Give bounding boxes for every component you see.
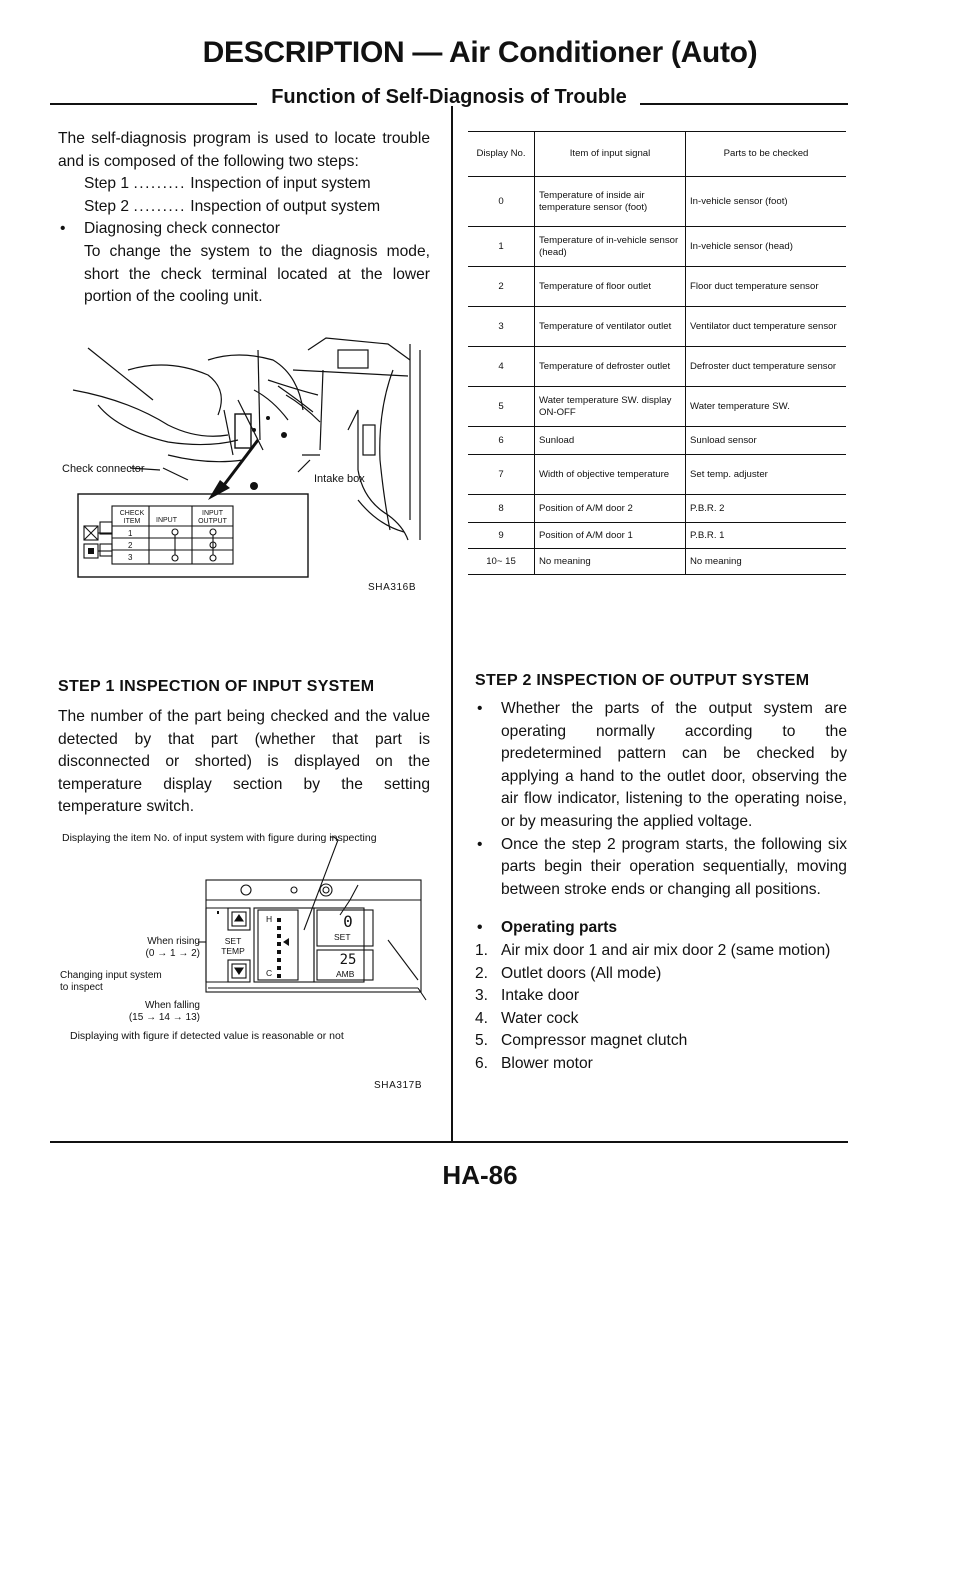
cell-parts: In-vehicle sensor (foot) xyxy=(686,177,847,227)
cell-no: 0 xyxy=(468,177,535,227)
table-row xyxy=(468,177,846,227)
cell-parts: In-vehicle sensor (head) xyxy=(686,227,847,267)
cell-parts: No meaning xyxy=(686,549,847,575)
bullet-check-connector-text xyxy=(58,241,430,309)
operating-parts-heading xyxy=(475,917,847,940)
page-number: HA-86 xyxy=(442,1160,518,1190)
list-number: 1. xyxy=(475,941,489,959)
cell-no: 1 xyxy=(468,227,535,267)
bullet-dot: • xyxy=(477,700,483,717)
figure-check-connector xyxy=(58,330,430,595)
list-number: 6. xyxy=(475,1054,489,1072)
input-header: INPUT xyxy=(156,517,177,524)
cell-no: 10~ 15 xyxy=(468,549,535,575)
cell-item: Temperature of ventilator outlet xyxy=(535,307,686,347)
changing-text: Changing input system xyxy=(60,970,162,981)
table-row xyxy=(468,427,846,455)
display-illustration xyxy=(58,830,430,1100)
table-header-row xyxy=(468,132,846,177)
list-text: Air mix door 1 and air mix door 2 (same motion) xyxy=(501,941,831,959)
bullet-text: Whether the parts of the output system are operating normally according to the predetermined pattern can be checked by applying a hand to the outlet door, observing the air flow indicator, listening to the operating noise, or by measuring the applied voltage. xyxy=(501,700,847,830)
step1-section xyxy=(58,678,430,819)
table-row xyxy=(468,387,846,427)
header-display-no: Display No. xyxy=(468,132,535,177)
falling-sequence: (15 → 14 → 13) xyxy=(128,1012,200,1023)
table-row xyxy=(468,455,846,495)
bullet-text: Once the step 2 program starts, the following six parts begin their operation sequentially, moving between stroke ends or changing all positions. xyxy=(501,835,847,898)
header-parts: Parts to be checked xyxy=(686,132,847,177)
bullet-dot: • xyxy=(60,220,66,238)
step-dots: ......... xyxy=(133,197,186,215)
list-number: 2. xyxy=(475,964,489,982)
row-2-label: 2 xyxy=(128,541,133,550)
page-title: DESCRIPTION — Air Conditioner (Auto) xyxy=(202,36,758,69)
header-item: Item of input signal xyxy=(535,132,686,177)
step1-heading: STEP 1 INSPECTION OF INPUT SYSTEM xyxy=(58,678,375,695)
list-text: Blower motor xyxy=(501,1054,593,1072)
step1-paragraph: The number of the part being checked and the value detected by that part (whether that part is disconnected or shorted) is displayed on the temperature display section by the setting temperature switch. xyxy=(58,708,430,816)
h-label: H xyxy=(266,914,273,924)
list-number: 3. xyxy=(475,987,489,1005)
cell-item: Position of A/M door 1 xyxy=(535,523,686,549)
cell-item: Water temperature SW. display ON-OFF xyxy=(535,387,686,427)
step-text: Inspection of output system xyxy=(190,197,381,215)
cell-parts: Sunload sensor xyxy=(686,427,847,455)
table-row xyxy=(468,347,846,387)
bullet-text: To change the system to the diagnosis mode, short the check terminal located at the lower portion of the cooling unit. xyxy=(84,242,430,306)
row-3-label: 3 xyxy=(128,553,133,562)
table-row xyxy=(468,523,846,549)
list-text: Outlet doors (All mode) xyxy=(501,964,662,982)
c-label: C xyxy=(266,968,273,978)
cell-item: Temperature of in-vehicle sensor (head) xyxy=(535,227,686,267)
amb-label: AMB xyxy=(336,969,355,979)
bottom-rule xyxy=(50,1141,848,1143)
intro-section xyxy=(58,128,430,309)
cell-item: Temperature of defroster outlet xyxy=(535,347,686,387)
cell-item: Position of A/M door 2 xyxy=(535,495,686,523)
cell-no: 2 xyxy=(468,267,535,307)
table-row xyxy=(468,267,846,307)
cell-no: 3 xyxy=(468,307,535,347)
list-number: 5. xyxy=(475,1032,489,1050)
subtitle-row xyxy=(50,86,848,116)
figure-code: SHA317B xyxy=(374,1080,423,1091)
cell-parts: Water temperature SW. xyxy=(686,387,847,427)
list-text: Intake door xyxy=(501,987,580,1005)
cell-parts: P.B.R. 2 xyxy=(686,495,847,523)
column-divider xyxy=(451,106,453,1142)
bullet-check-connector xyxy=(58,218,430,241)
cell-item: Width of objective temperature xyxy=(535,455,686,495)
bottom-caption: Displaying with figure if detected value is reasonable or not xyxy=(70,1030,344,1042)
step-text: Inspection of input system xyxy=(190,175,371,193)
bullet-dot: • xyxy=(477,835,483,853)
check-connector-label: Check connector xyxy=(62,463,145,475)
cell-item: No meaning xyxy=(535,549,686,575)
parts-title: Operating parts xyxy=(501,919,618,937)
list-item xyxy=(475,1053,847,1076)
list-item xyxy=(475,1030,847,1053)
cell-no: 7 xyxy=(468,455,535,495)
step-line-2 xyxy=(58,196,430,219)
list-item xyxy=(475,963,847,986)
set-label: SET xyxy=(334,932,351,942)
figure-temperature-display xyxy=(58,830,430,1100)
list-number: 4. xyxy=(475,1009,489,1027)
step-label: Step 1 xyxy=(84,175,130,193)
table-row xyxy=(468,495,846,523)
step2-bullet-2 xyxy=(475,834,847,902)
cell-parts: Floor duct temperature sensor xyxy=(686,267,847,307)
table-row xyxy=(468,227,846,267)
row-1-label: 1 xyxy=(128,529,133,538)
cell-no: 9 xyxy=(468,523,535,549)
when-rising-text: When rising xyxy=(147,936,200,947)
list-item xyxy=(475,985,847,1008)
bullet-title: Diagnosing check connector xyxy=(84,220,280,238)
input-output-header: INPUT OUTPUT xyxy=(198,510,227,525)
list-item xyxy=(475,1008,847,1031)
item-number-digit: 0 xyxy=(343,912,353,931)
cell-item: Temperature of floor outlet xyxy=(535,267,686,307)
step-line-1 xyxy=(58,173,430,196)
cell-no: 6 xyxy=(468,427,535,455)
step2-heading: STEP 2 INSPECTION OF OUTPUT SYSTEM xyxy=(475,672,810,689)
cell-item: Temperature of inside air temperature sensor (foot) xyxy=(535,177,686,227)
when-falling-text: When falling xyxy=(144,1000,200,1011)
set-temp-label: SET TEMP xyxy=(221,936,245,956)
list-text: Compressor magnet clutch xyxy=(501,1032,688,1050)
figure-code: SHA316B xyxy=(368,582,417,593)
cell-parts: Ventilator duct temperature sensor xyxy=(686,307,847,347)
when-falling-label xyxy=(120,1000,200,1024)
step-label: Step 2 xyxy=(84,197,130,215)
when-rising-label xyxy=(130,936,200,960)
step2-bullet-1 xyxy=(475,698,847,834)
bullet-dot: • xyxy=(477,919,483,937)
top-caption: Displaying the item No. of input system with figure during inspecting xyxy=(62,832,377,844)
section-subtitle: Function of Self-Diagnosis of Trouble xyxy=(271,86,627,108)
cell-no: 8 xyxy=(468,495,535,523)
to-inspect-text: to inspect xyxy=(60,982,103,993)
rising-sequence: (0 → 1 → 2) xyxy=(145,948,200,959)
step-dots: ......... xyxy=(133,175,186,193)
step2-section xyxy=(475,672,847,1076)
list-text: Water cock xyxy=(501,1009,579,1027)
cell-item: Sunload xyxy=(535,427,686,455)
cell-no: 4 xyxy=(468,347,535,387)
table-row xyxy=(468,307,846,347)
cell-parts: Defroster duct temperature sensor xyxy=(686,347,847,387)
list-item xyxy=(475,940,847,963)
changing-input-label xyxy=(60,970,200,994)
value-digit: 25 xyxy=(339,952,357,968)
cell-parts: Set temp. adjuster xyxy=(686,455,847,495)
table-row xyxy=(468,549,846,575)
intake-box-label: Intake box xyxy=(314,473,365,485)
check-item-header: CHECK ITEM xyxy=(119,510,145,525)
subtitle-rule-right xyxy=(640,103,848,105)
cell-no: 5 xyxy=(468,387,535,427)
input-signal-table xyxy=(468,131,846,575)
intro-paragraph: The self-diagnosis program is used to locate trouble and is composed of the following two steps: xyxy=(58,130,430,170)
cell-parts: P.B.R. 1 xyxy=(686,523,847,549)
